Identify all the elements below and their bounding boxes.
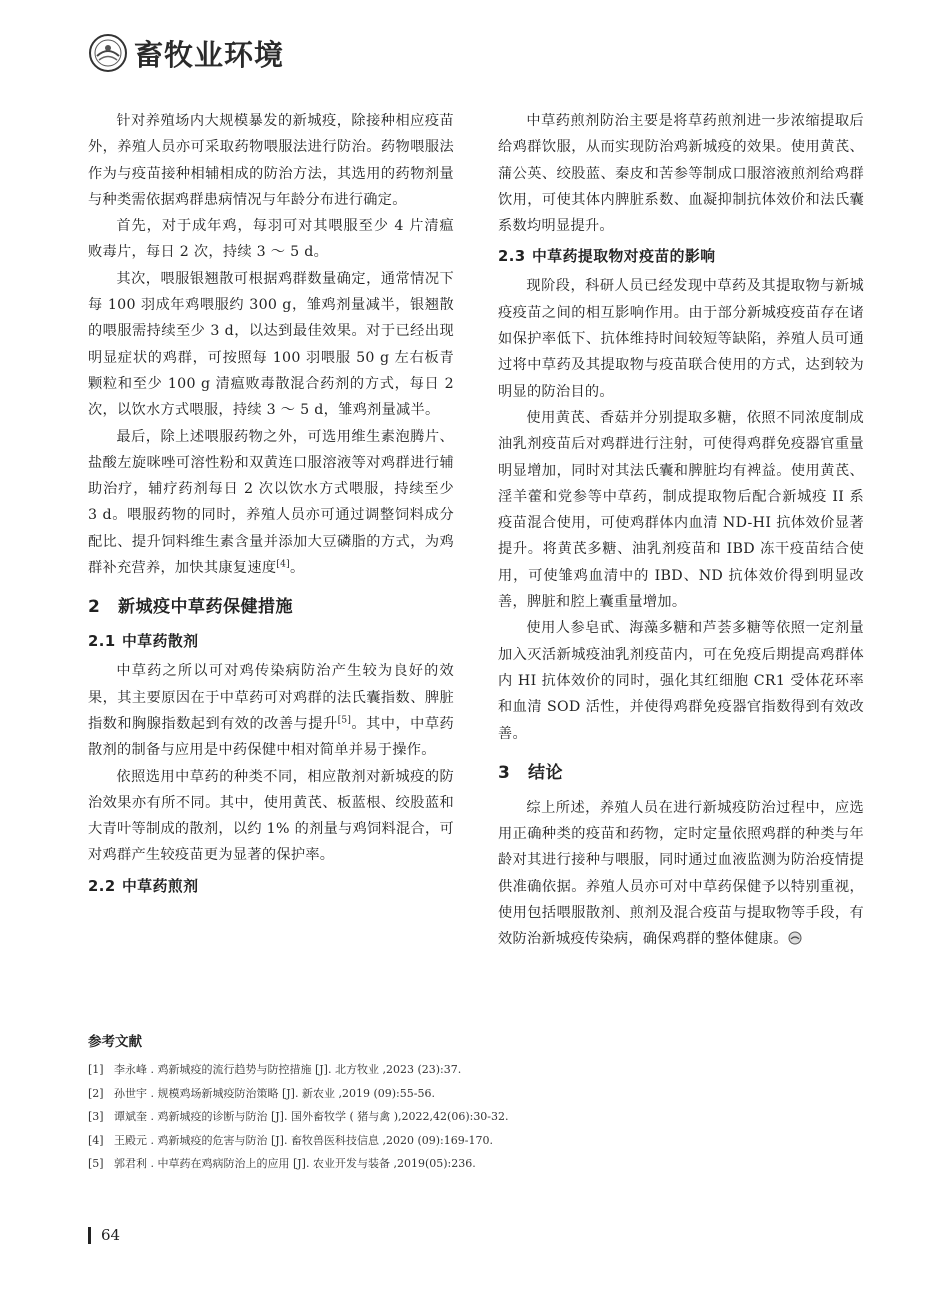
article-end-icon (788, 931, 802, 945)
paragraph: 依照选用中草药的种类不同，相应散剂对新城疫的防治效果亦有所不同。其中，使用黄芪、板蓝根、绞股蓝和大青叶等制成的散剂，以约 1% 的剂量与鸡饲料混合，可对鸡群产生较疫苗更为显著的保护率。 (88, 768, 454, 864)
page-number: 64 (101, 1226, 121, 1244)
subsection-heading-2-3 (498, 244, 864, 270)
paragraph-tail: 。 (290, 560, 305, 577)
reference-text: 李永峰 . 鸡新城疫的流行趋势与防控措施 [J]. 北方牧业 ,2023 (23):37. (114, 1063, 462, 1076)
references (88, 1030, 868, 1176)
left-column (88, 108, 454, 903)
paragraph: 其次，喂服银翘散可根据鸡群数量确定，通常情况下每 100 羽成年鸡喂服约 300 g，雏鸡剂量减半，银翘散的喂服需持续至少 3 d，以达到最佳效果。对于已经出现明显症状的鸡群，可按照每 100 羽喂服 50 g 左右板青颗粒和至少 100 g 清瘟败毒散混合药剂的方式，每日 2 次，以饮水方式喂服，持续 3 ～ 5 d，雏鸡剂量减半。 (88, 270, 454, 419)
citation-4: [4] (276, 559, 290, 570)
section-number: 2 (88, 597, 101, 618)
subsection-number: 2.3 (498, 248, 526, 266)
reference-item (88, 1129, 868, 1153)
subsection-number: 2.1 (88, 633, 116, 651)
right-column (498, 108, 864, 953)
reference-number: [4] (88, 1133, 104, 1147)
section-heading-2 (88, 594, 454, 620)
reference-number: [2] (88, 1086, 104, 1100)
reference-text: 孙世宇 . 规模鸡场新城疫防治策略 [J]. 新农业 ,2019 (09):55-56. (114, 1086, 435, 1100)
reference-text: 郭君利 . 中草药在鸡病防治上的应用 [J]. 农业开发与装备 ,2019(05):236. (114, 1157, 476, 1170)
reference-number: [1] (88, 1063, 104, 1076)
subsection-number: 2.2 (88, 877, 116, 895)
journal-title: 畜牧业环境 (134, 37, 285, 72)
subsection-heading-2-2 (88, 874, 454, 900)
subsection-title: 中草药散剂 (122, 633, 199, 651)
paragraph: 首先，对于成年鸡，每羽可对其喂服至少 4 片清瘟败毒片，每日 2 次，持续 3 ～ 5 d。 (88, 218, 454, 261)
reference-item (88, 1058, 868, 1082)
subsection-heading-2-1 (88, 629, 454, 655)
reference-text: 谭斌奎 . 鸡新城疫的诊断与防治 [J]. 国外畜牧学 ( 猪与禽 ),2022,42(06):30-32. (114, 1110, 509, 1123)
paragraph: 中草药煎剂防治主要是将草药煎剂进一步浓缩提取后给鸡群饮服，从而实现防治鸡新城疫的效果。使用黄芪、蒲公英、绞股蓝、秦皮和苦参等制成口服溶液煎剂给鸡群饮用，可使其体内脾脏系数、血凝抑制抗体效价和法氏囊系数均明显提升。 (498, 113, 864, 235)
reference-text: 王殿元 . 鸡新城疫的危害与防治 [J]. 畜牧兽医科技信息 ,2020 (09):169-170. (114, 1133, 493, 1147)
journal-header (88, 30, 284, 76)
paragraph-text: 中草药之所以可对鸡传染病防治产生较为良好的效果，其主要原因在于中草药可对鸡群的法氏囊指数、脾脏指数和胸腺指数起到有效的改善与提升 (88, 663, 454, 732)
section-heading-3 (498, 760, 864, 786)
references-title: 参考文献 (88, 1034, 142, 1050)
paragraph (88, 424, 454, 582)
paragraph: 针对养殖场内大规模暴发的新城疫，除接种相应疫苗外，养殖人员亦可采取药物喂服法进行防治。药物喂服法作为与疫苗接种相辅相成的防治方法，其选用的药物剂量与种类需依据鸡群患病情况与年龄分布进行确定。 (88, 113, 454, 208)
paragraph (88, 658, 454, 763)
paragraph (498, 795, 864, 953)
page-footer (88, 1226, 120, 1244)
paragraph-text: 最后，除上述喂服药物之外，可选用维生素泡腾片、盐酸左旋咪唑可溶性粉和双黄连口服溶液等对鸡群进行辅助治疗，辅疗药剂每日 2 次以饮水方式喂服，持续至少 3 d。喂服药物的同时，养殖人员亦可通过调整饲料成分配比、提升饲料维生素含量并添加大豆磷脂的方式，为鸡群补充营养，加快其康复速度 (88, 428, 454, 577)
paragraph-text: 。其中，中草药散剂的制备与应用是中药保健中相对简单并易于操作。 (88, 715, 454, 759)
reference-number: [3] (88, 1110, 104, 1123)
journal-logo-icon (88, 33, 128, 73)
paragraph: 使用黄芪、香菇并分别提取多糖，依照不同浓度制成油乳剂疫苗后对鸡群进行注射，可使得鸡群免疫器官重量明显增加，同时对其法氏囊和脾脏均有裨益。使用黄芪、淫羊藿和党参等中草药，制成提取物后配合新城疫 II 系疫苗混合使用，可使鸡群体内血清 ND-HI 抗体效价显著提升。将黄芪多糖、油乳剂疫苗和 IBD 冻干疫苗结合使用，可使雏鸡血清中的 IBD、ND 抗体效价得到明显改善，脾脏和腔上囊重量增加。 (498, 409, 864, 611)
reference-item (88, 1105, 868, 1129)
reference-number: [5] (88, 1157, 104, 1170)
reference-item (88, 1152, 868, 1176)
paragraph: 使用人参皂甙、海藻多糖和芦荟多糖等依照一定剂量加入灭活新城疫油乳剂疫苗内，可在免疫后期提高鸡群体内 HI 抗体效价的同时，强化其红细胞 CR1 受体花环率和血清 SOD 活性，并使得鸡群免疫器官指数得到有效改善。 (498, 620, 864, 742)
subsection-title: 中草药煎剂 (122, 877, 199, 895)
reference-item (88, 1082, 868, 1106)
subsection-title: 中草药提取物对疫苗的影响 (532, 248, 716, 266)
footer-divider (88, 1227, 91, 1244)
section-title: 结论 (528, 762, 563, 783)
section-number: 3 (498, 762, 511, 783)
paragraph: 现阶段，科研人员已经发现中草药及其提取物与新城疫疫苗之间的相互影响作用。由于部分新城疫疫苗存在诸如保护率低下、抗体维持时间较短等缺陷，养殖人员可通过将中草药及其提取物与疫苗联合使用的方式，达到较为明显的防治目的。 (498, 278, 864, 400)
paragraph-text: 综上所述，养殖人员在进行新城疫防治过程中，应选用正确种类的疫苗和药物，定时定量依照鸡群的种类与年龄对其进行接种与喂服，同时通过血液监测为防治疫情提供准确依据。养殖人员亦可对中草药保健予以特别重视，使用包括喂服散剂、煎剂及混合疫苗与提取物等手段，有效防治新城疫传染病，确保鸡群的整体健康。 (498, 799, 864, 948)
section-title: 新城疫中草药保健措施 (118, 597, 293, 618)
citation-5: [5] (337, 715, 352, 726)
